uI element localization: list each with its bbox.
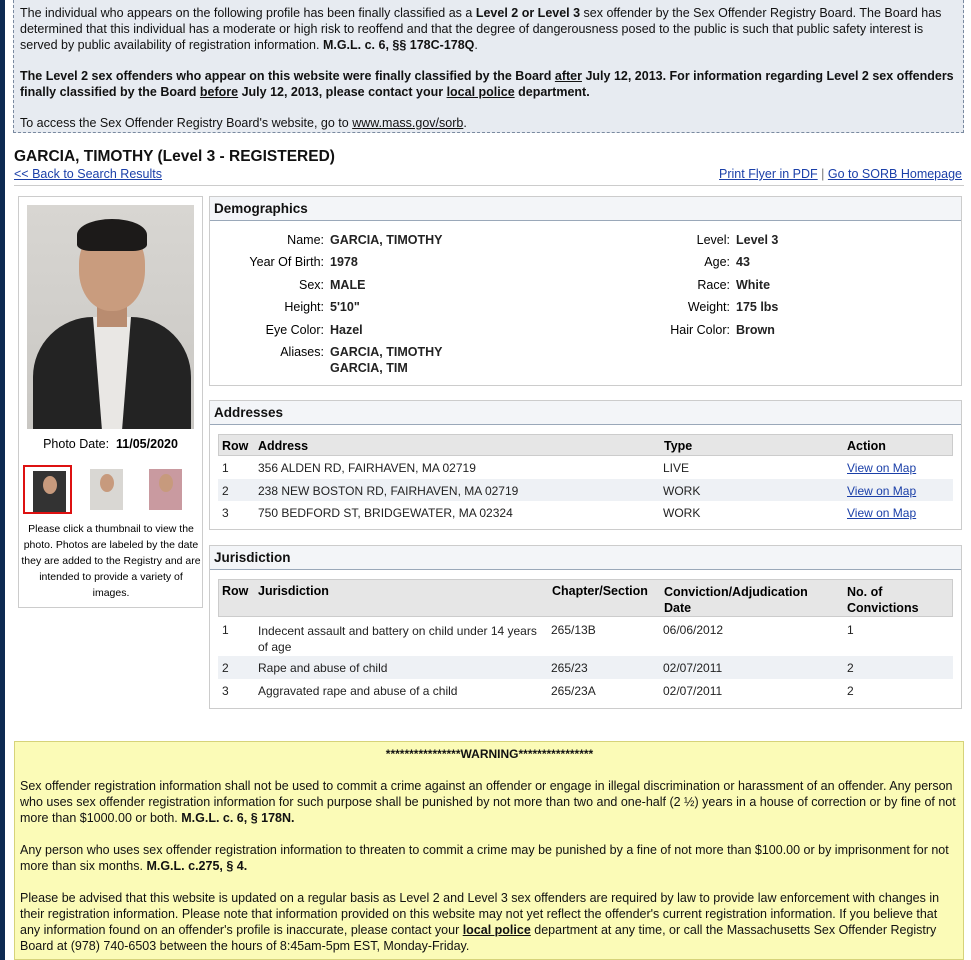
view-on-map-link[interactable]: View on Map [847, 506, 917, 520]
left-edge-bar [0, 0, 5, 960]
notice-paragraph-1: The individual who appears on the following profile has been finally classified as a Level 2 or Level 3 sex offender by the Sex Offender Registry Board. The Board has determined that this individual has a moderate or high risk to reoffend and that the degree of dangerousness posed to the public is such that public safety interest is served by public availability of registration information. M.G.L. c. 6, §§ 178C-178Q. [20, 6, 942, 52]
col-address: Address [258, 439, 309, 453]
view-on-map-link[interactable]: View on Map [847, 484, 917, 498]
weight-value: 175 lbs [736, 300, 779, 314]
photo-date: Photo Date: 11/05/2020 [43, 437, 178, 451]
name-value: GARCIA, TIMOTHY [330, 233, 443, 247]
address-type: WORK [663, 506, 701, 520]
warning-paragraph-1: Sex offender registration information shall not be used to commit a crime against an offender or engage in illegal discrimination or harassment of an offender. Any person who uses sex offender registration information for such purpose shall be punished by not more than two and one-half (2 ½) years in a house of correction or by fine of not more than $1000.00 or both. M.G.L. c. 6, § 178N. [20, 779, 956, 825]
table-row [218, 656, 953, 679]
address-type: WORK [663, 484, 701, 498]
col-row: Row [222, 584, 249, 598]
thumbnail-1[interactable] [23, 465, 72, 514]
sex-label: Sex: [298, 278, 324, 292]
sex-value: MALE [330, 278, 366, 292]
row-number: 1 [222, 623, 229, 637]
table-row [218, 501, 953, 524]
classification-notice [13, 0, 964, 133]
height-label: Height: [284, 300, 324, 314]
jurisdiction-table [218, 579, 955, 703]
table-row [218, 679, 953, 702]
col-jurisdiction: Jurisdiction [258, 584, 329, 598]
name-label: Name: [287, 233, 324, 247]
divider [14, 185, 964, 186]
col-chapter-section: Chapter/Section [552, 584, 648, 598]
height-value: 5'10" [330, 300, 360, 314]
top-links [719, 167, 962, 181]
addresses-panel [209, 400, 962, 530]
level-value: Level 3 [736, 233, 779, 247]
view-on-map-link[interactable]: View on Map [847, 461, 917, 475]
hair-color-value: Brown [736, 323, 775, 337]
sorb-homepage-link[interactable]: Go to SORB Homepage [827, 167, 962, 181]
jurisdiction-panel [209, 545, 962, 709]
race-label: Race: [697, 278, 730, 292]
notice-paragraph-2: The Level 2 sex offenders who appear on this website were finally classified by the Board after July 12, 2013. For information regarding Level 2 sex offenders finally classified by the Board before July 12, 2013, please contact your local police department. [20, 69, 954, 99]
row-number: 2 [222, 484, 229, 498]
sorb-website-link[interactable]: www.mass.gov/sorb [352, 116, 464, 130]
col-type: Type [664, 439, 693, 453]
age-label: Age: [704, 255, 730, 269]
race-value: White [736, 278, 771, 292]
conviction-count: 2 [847, 661, 854, 675]
conviction-date: 02/07/2011 [663, 661, 723, 675]
thumbnail-note: Please click a thumbnail to view the photo. Photos are labeled by the date they are added to the Registry and are intended to provide a variety of images. [21, 523, 201, 599]
demographics-heading: Demographics [210, 197, 961, 221]
conviction-date: 06/06/2012 [663, 623, 724, 637]
eye-color-value: Hazel [330, 323, 363, 337]
eye-color-label: Eye Color: [265, 323, 324, 337]
alias-2: GARCIA, TIM [330, 361, 408, 375]
addresses-header-row [218, 434, 953, 456]
yob-label: Year Of Birth: [249, 255, 324, 269]
warning-title: ****************WARNING**************** [385, 747, 594, 761]
address: 238 NEW BOSTON RD, FAIRHAVEN, MA 02719 [258, 484, 519, 498]
aliases-label: Aliases: [280, 345, 324, 359]
link-separator: | [821, 167, 825, 181]
chapter-section: 265/13B [551, 623, 596, 637]
offense: Aggravated rape and abuse of a child [258, 684, 458, 698]
thumbnail-2[interactable] [82, 465, 131, 514]
demographics-panel [209, 196, 962, 386]
warning-paragraph-3: Please be advised that this website is updated on a regular basis as Level 2 and Level 3 sex offenders are required by law to provide law enforcement with changes in their registration information. Please note that information provided on this website may not yet reflect the offender's current registration information. If you believe that any information found on an offender's profile is inaccurate, please contact your local police department at any time, or call the Massachusetts Sex Offender Registry Board at (978) 740-6503 between the hours of 8:45am-5pm EST, Monday-Friday. [20, 891, 940, 953]
hair-color-label: Hair Color: [670, 323, 730, 337]
row-number: 3 [222, 506, 229, 520]
addresses-heading: Addresses [210, 401, 961, 425]
back-to-search-link[interactable]: << Back to Search Results [14, 167, 162, 181]
conviction-count: 2 [847, 684, 854, 698]
print-flyer-link[interactable]: Print Flyer in PDF [719, 167, 818, 181]
address: 750 BEDFORD ST, BRIDGEWATER, MA 02324 [258, 506, 513, 520]
address: 356 ALDEN RD, FAIRHAVEN, MA 02719 [258, 461, 476, 475]
weight-label: Weight: [687, 300, 730, 314]
chapter-section: 265/23A [551, 684, 596, 698]
conviction-count: 1 [847, 623, 854, 637]
row-number: 3 [222, 684, 229, 698]
jurisdiction-heading: Jurisdiction [210, 546, 961, 570]
yob-value: 1978 [330, 255, 358, 269]
table-row [218, 479, 953, 501]
col-conviction-date: Conviction/Adjudication Date [664, 585, 808, 615]
conviction-date: 02/07/2011 [663, 684, 723, 698]
row-number: 2 [222, 661, 229, 675]
age-value: 43 [736, 255, 750, 269]
addresses-table [218, 434, 955, 524]
offense: Indecent assault and battery on child under 14 years of age [258, 624, 537, 654]
jurisdiction-header-row [218, 579, 953, 617]
notice-paragraph-3: To access the Sex Offender Registry Board's website, go to www.mass.gov/sorb. [20, 116, 467, 130]
table-row [218, 617, 953, 656]
photo-thumbnails [23, 465, 198, 514]
col-convictions: No. of Convictions [847, 585, 919, 615]
page-title: GARCIA, TIMOTHY (Level 3 - REGISTERED) [14, 148, 335, 165]
chapter-section: 265/23 [551, 661, 588, 675]
alias-1: GARCIA, TIMOTHY [330, 345, 443, 359]
thumbnail-3[interactable] [141, 465, 190, 514]
warning-box [14, 741, 964, 960]
warning-paragraph-2: Any person who uses sex offender registration information to threaten to commit a crime may be punished by a fine of not more than $100.00 or by imprisonment for not more than six months. M.G.L. c.275, § 4. [20, 843, 949, 873]
table-row [218, 456, 953, 479]
address-type: LIVE [663, 461, 690, 475]
col-action: Action [847, 439, 886, 453]
local-police-link[interactable]: local police [462, 923, 531, 937]
offender-photo [27, 205, 194, 429]
row-number: 1 [222, 461, 229, 475]
offense: Rape and abuse of child [258, 661, 388, 675]
level-label: Level: [696, 233, 730, 247]
photo-panel [18, 196, 203, 608]
col-row: Row [222, 439, 249, 453]
